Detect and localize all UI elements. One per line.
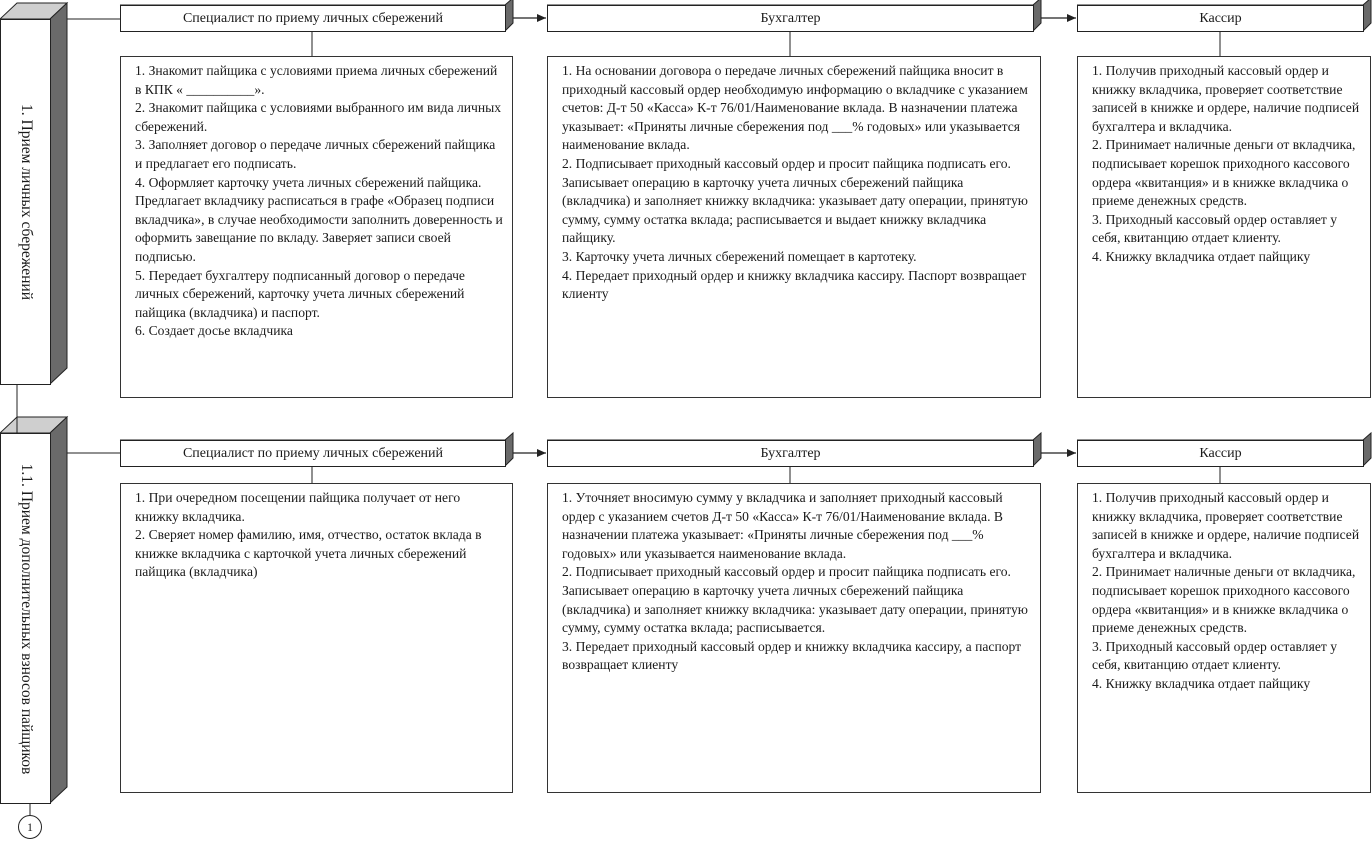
step-item: 5. Передает бухгалтеру подписанный договор о передаче личных сбережений, карточку учета личных сбережений пайщика (вкладчика) и паспорт.	[135, 267, 465, 320]
role-header-cashier-1: Кассир	[1077, 5, 1364, 32]
step-item: 3. Карточку учета личных сбережений помещает в картотеку.	[562, 248, 917, 264]
step-item: 4. Оформляет карточку учета личных сбережений пайщика. Предлагает вкладчику расписаться в графе «Образец подписи вкладчика», в случае необходимости заполнить доверенность и оформить завещание по вкладу. Заверяет записи своей подписью.	[135, 174, 503, 264]
step-item: 2. Сверяет номер фамилию, имя, отчество, остаток вклада в книжке вкладчика с карточкой учета личных сбережений пайщика (вкладчика)	[135, 527, 482, 580]
role-header-specialist-2: Специалист по приему личных сбережений	[120, 440, 506, 467]
step-item: 2. Принимает наличные деньги от вкладчика, подписывает корешок приходного кассового ордера «квитанция» и в книжке вкладчика о приеме денежных средств.	[1092, 137, 1356, 209]
offpage-connector: 1	[18, 815, 42, 839]
step-item: 1. Уточняет вносимую сумму у вкладчика и заполняет приходный кассовый ордер с указанием счетов Д-т 50 «Касса» К-т 76/01/Наименование вклада. В назначении платежа указывает: «Приняты личные сбережения под ___% годовых» или указывается наименование вклада.	[562, 490, 1003, 561]
stage-1-bar	[0, 19, 51, 385]
steps-box-cashier-2	[1077, 483, 1371, 793]
step-item: 4. Книжку вкладчика отдает пайщику	[1092, 675, 1311, 691]
step-item: 2. Знакомит пайщика с условиями выбранного им вида личных сбережений.	[135, 100, 502, 134]
step-item: 1. Получив приходный кассовый ордер и книжку вкладчика, проверяет соответствие записей в книжке и ордере, наличие подписей бухгалтера и вкладчика.	[1092, 490, 1360, 561]
step-item: 3. Приходный кассовый ордер оставляет у себя, квитанцию отдает клиенту.	[1092, 211, 1337, 246]
role-header-cashier-2: Кассир	[1077, 440, 1364, 467]
role-header-specialist-1: Специалист по приему личных сбережений	[120, 5, 506, 32]
steps-box-specialist-2	[120, 483, 513, 793]
stage-2-label: 1.1. Прием дополнительных взносов пайщиков	[17, 463, 35, 774]
step-item: 1. При очередном посещении пайщика получает от него книжку вкладчика.	[135, 490, 461, 524]
step-item: 3. Передает приходный кассовый ордер и книжку вкладчика кассиру, а паспорт возвращает клиенту	[562, 638, 1022, 673]
step-item: 4. Книжку вкладчика отдает пайщику	[1092, 248, 1311, 264]
role-header-accountant-2: Бухгалтер	[547, 440, 1034, 467]
steps-box-accountant-1	[547, 56, 1041, 398]
role-header-accountant-1: Бухгалтер	[547, 5, 1034, 32]
step-item: 1. Знакомит пайщика с условиями приема личных сбережений в КПК « __________».	[135, 63, 498, 97]
step-item: 2. Подписывает приходный кассовый ордер и просит пайщика подписать его. Записывает операцию в карточку учета личных сбережений пайщика (вкладчика) и заполняет книжку вкладчика: указывает дату операции, принятую сумму, сумму остатка вклада; расписывается и выдает книжку вкладчика пайщику.	[562, 155, 1028, 246]
steps-box-cashier-1	[1077, 56, 1371, 398]
stage-1-label: 1. Прием личных сбережений	[17, 104, 35, 300]
stage-1-bevel-side	[50, 3, 67, 384]
step-item: 1. Получив приходный кассовый ордер и книжку вкладчика, проверяет соответствие записей в книжке и ордере, наличие подписей бухгалтера и вкладчика.	[1092, 63, 1360, 134]
step-item: 2. Подписывает приходный кассовый ордер и просит пайщика подписать его. Записывает операцию в карточку учета личных сбережений пайщика (вкладчика) и заполняет книжку вкладчика: указывает дату операции, принятую сумму, сумму остатка вклада; расписывается.	[562, 564, 1028, 636]
step-item: 3. Заполняет договор о передаче личных сбережений пайщика и предлагает его подписать.	[135, 137, 496, 171]
step-item: 6. Создает досье вкладчика	[135, 323, 293, 339]
step-item: 2. Принимает наличные деньги от вкладчика, подписывает корешок приходного кассового ордера «квитанция» и в книжке вкладчика о приеме денежных средств.	[1092, 564, 1356, 636]
step-item: 4. Передает приходный ордер и книжку вкладчика кассиру. Паспорт возвращает клиенту	[562, 267, 1027, 302]
step-item: 3. Приходный кассовый ордер оставляет у себя, квитанцию отдает клиенту.	[1092, 638, 1337, 673]
stage-2-bevel-side	[50, 417, 67, 803]
steps-box-accountant-2	[547, 483, 1041, 793]
stage-2-bar	[0, 433, 51, 804]
steps-box-specialist-1	[120, 56, 513, 398]
step-item: 1. На основании договора о передаче личных сбережений пайщика вносит в приходный кассовый ордер необходимую информацию о вкладчике с указанием счетов: Д-т 50 «Касса» К-т 76/01/Наименование вклада. В назначении платежа указывает: «Приняты личные сбережения под ___% годовых» или указывается наименование вклада.	[562, 63, 1028, 153]
